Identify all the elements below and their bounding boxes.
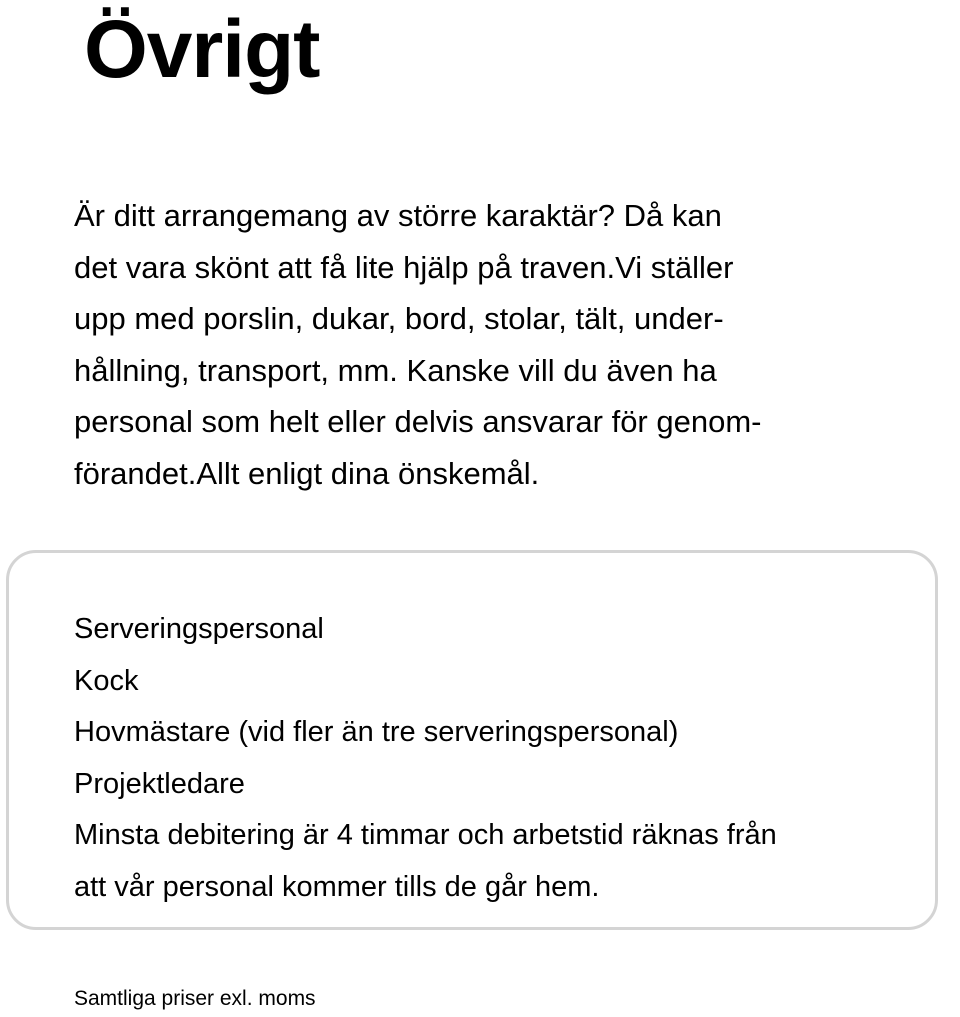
- intro-paragraph: [74, 190, 934, 499]
- price-footnote: Samtliga priser exl. moms: [74, 987, 316, 1010]
- staff-item-projektledare: Projektledare: [74, 767, 245, 800]
- staff-item-kock: Kock: [74, 664, 139, 697]
- intro-line: upp med porslin, dukar, bord, stolar, tält, under-: [74, 301, 724, 336]
- intro-line: personal som helt eller delvis ansvarar för genom-: [74, 404, 762, 439]
- staff-item-serveringspersonal: Serveringspersonal: [74, 613, 324, 645]
- page-title: Övrigt: [84, 4, 320, 95]
- staff-list: [74, 604, 934, 913]
- intro-line: förandet.Allt enligt dina önskemål.: [74, 455, 540, 491]
- staff-item-hovmastare: Hovmästare (vid fler än tre serveringspersonal): [74, 716, 679, 748]
- intro-line: hållning, transport, mm. Kanske vill du även ha: [74, 352, 717, 388]
- billing-note-line: att vår personal kommer tills de går hem.: [74, 870, 600, 903]
- intro-line: det vara skönt att få lite hjälp på traven.Vi ställer: [74, 249, 734, 285]
- billing-note-line: Minsta debitering är 4 timmar och arbetstid räknas från: [74, 819, 777, 851]
- intro-line: Är ditt arrangemang av större karaktär? Då kan: [74, 198, 722, 233]
